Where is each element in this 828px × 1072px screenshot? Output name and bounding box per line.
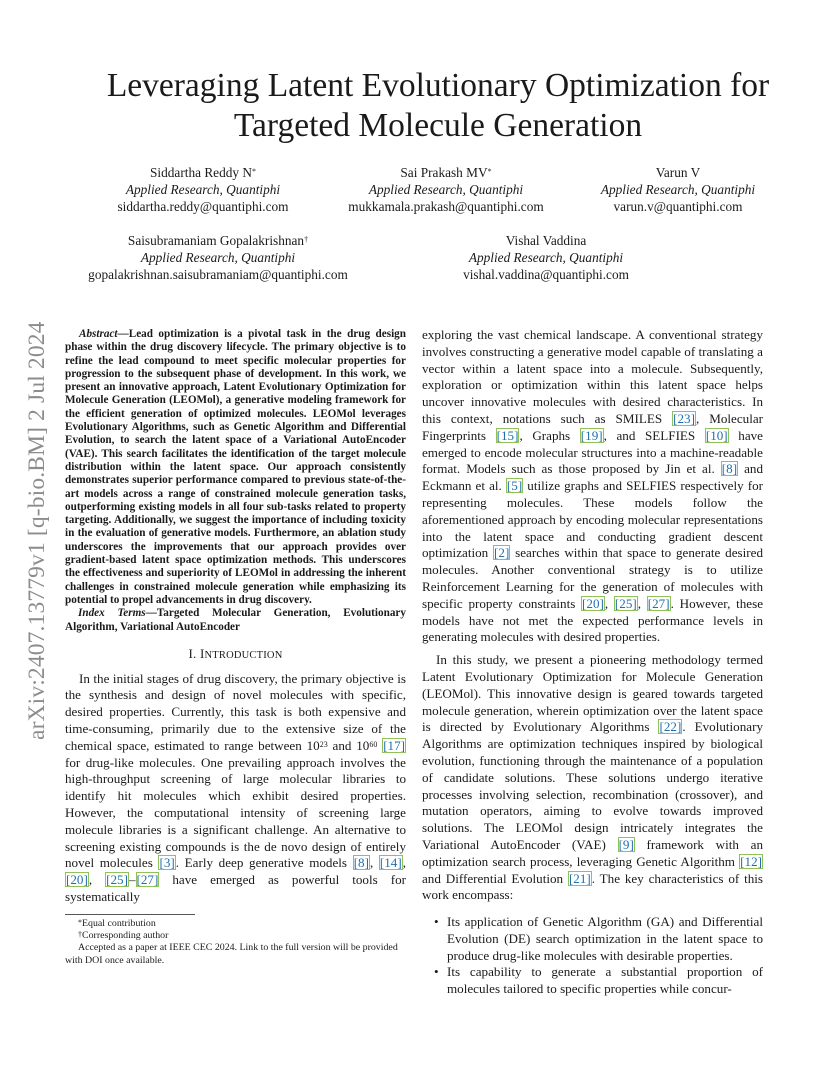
index-terms-text: —Targeted Molecular Generation, Evolutionary Algorithm, Variational AutoEncoder xyxy=(65,607,406,633)
citation-link[interactable]: [8] xyxy=(353,855,369,871)
author-block-5 xyxy=(396,232,696,283)
author-name: Saisubramaniam Gopalakrishnan xyxy=(127,233,305,248)
title-line-2: Targeted Molecule Generation xyxy=(233,107,643,144)
citation-link[interactable]: [17] xyxy=(383,737,406,753)
citation-link[interactable]: [20] xyxy=(66,872,88,888)
paper-title xyxy=(60,66,816,146)
right-column xyxy=(422,327,763,998)
section-title: INTRODUCTION xyxy=(199,645,283,661)
footnote-rule xyxy=(65,914,195,915)
right-paragraph-1: exploring the vast chemical landscape. A conventional strategy involves constructing a generative model capable of translating a vector within a latent space into a molecule. Subsequently, exploration or optimization within this latent space helps uncover innovative molecules with desired characteristics. In this context, notations such as SMILES [23], Molecular Fingerprints [15], Graphs [19], and SELFIES [10] have emerged to encode molecular structures into a machine-readable format. Models such as those proposed by Jin et al. [8] and Eckmann et al. [5] utilize graphs and SELFIES respectively for representing molecules. These models follow the aforementioned approach by encoding molecular representations into the latent space and conducting gradient descent optimization [2] searches within that space to generate desired molecules. Another conventional strategy is to utilize Reinforcement Learning for the generation of molecules with specific property constraints [20], [25], [27]. However, these models have not met the expected performance levels in generating molecules with desired properties. xyxy=(422,327,764,645)
footnote-corresponding: †Corresponding author xyxy=(78,930,169,942)
index-terms xyxy=(65,607,406,634)
author-mark: * xyxy=(487,167,492,176)
citation-link[interactable]: [2] xyxy=(494,545,510,561)
citation-link[interactable]: [10] xyxy=(705,427,728,443)
citation-link[interactable]: [27] xyxy=(136,872,159,888)
citation-link[interactable]: [9] xyxy=(618,836,634,852)
citation-link[interactable]: [14] xyxy=(379,855,402,871)
left-column xyxy=(65,328,406,906)
author-name: Varun V xyxy=(655,165,701,180)
citation-link[interactable]: [23] xyxy=(673,410,695,426)
author-email[interactable]: vishal.vaddina@quantiphi.com xyxy=(463,267,629,282)
author-mark: † xyxy=(304,235,309,244)
author-affiliation: Applied Research, Quantiphi xyxy=(140,250,296,265)
author-block-3 xyxy=(528,164,828,215)
author-affiliation: Applied Research, Quantiphi xyxy=(368,182,524,197)
section-number: I. xyxy=(188,645,197,661)
abstract-text: —Lead optimization is a pivotal task in the drug design phase within the drug discovery lifecycle. The primary objective is to refine the lead compound to meet specific molecular properties for progression to the subsequent phase of development. In this work, we present an innovative approach, Latent Evolutionary Optimization for Molecule Generation (LEOMol), a generative modeling framework for the efficient generation of optimized molecules. LEOMol leverages Evolutionary Algorithms, such as Genetic Algorithm and Differential Evolution, to search the latent space of a Variational AutoEncoder (VAE). This search facilitates the identification of the target molecule distribution within the latent space. Our approach consistently demonstrates superior performance compared to previous state-of-the-art models across a range of constrained molecule generation tasks, outperforming existing models in all four sub-tasks related to property targeting. Additionally, we suggest the importance of including toxicity in the evaluation of generative models. Furthermore, an ablation study underscores the improvements that our approach provides over gradient-based latent space optimization methods. This underscores the effectiveness and superiority of LEOMol in addressing the inherent challenges in constrained molecule generation while emphasizing its potential to propel advancements in drug discovery. xyxy=(65,328,406,606)
list-item: • Its capability to generate a substantial proportion of molecules tailored to specific properties while concur- xyxy=(422,964,763,998)
author-name: Vishal Vaddina xyxy=(505,233,587,248)
footnote-accepted: Accepted as a paper at IEEE CEC 2024. Link to the full version will be provided with DOI once available. xyxy=(65,942,398,966)
footnote-equal: *Equal contribution xyxy=(78,918,156,929)
contribution-list xyxy=(422,914,763,998)
author-email[interactable]: mukkamala.prakash@quantiphi.com xyxy=(348,199,544,214)
author-email[interactable]: siddartha.reddy@quantiphi.com xyxy=(117,199,289,214)
author-email[interactable]: varun.v@quantiphi.com xyxy=(613,199,743,214)
citation-link[interactable]: [27] xyxy=(647,595,670,611)
abstract-label: Abstract xyxy=(79,328,118,340)
author-name: Sai Prakash MV xyxy=(400,165,488,180)
citation-link[interactable]: [20] xyxy=(582,595,604,611)
citation-link[interactable]: [22] xyxy=(659,719,682,735)
author-email[interactable]: gopalakrishnan.saisubramaniam@quantiphi.com xyxy=(88,267,348,282)
citation-link[interactable]: [21] xyxy=(568,870,591,886)
footnotes xyxy=(65,914,406,967)
intro-paragraph-1: In the initial stages of drug discovery, the primary objective is the synthesis and design of novel molecules with specific, desired properties. Currently, this task is both expensive and time-consuming, primarily due to the extensive size of the chemical space, estimated to range between $10^{23}$ and $10^{60}$ [17] for drug-like molecules. One prevailing approach involves the high-throughput screening of large molecular libraries to identify hit molecules which exhibit desired properties. However, the computational intensity of screening large molecule libraries is a significant challenge. An alternative to screening existing compounds is the de novo design of entirely novel molecules [3]. Early deep generative models [8], [14], [20], [25]–[27] have emerged as powerful tools for systematically xyxy=(65,670,406,904)
citation-link[interactable]: [19] xyxy=(580,427,603,443)
list-item: • Its application of Genetic Algorithm (GA) and Differential Evolution (DE) search optimization in the latent space to produce drug-like molecules with desirable properties. xyxy=(422,914,763,964)
citation-link[interactable]: [12] xyxy=(740,853,762,869)
author-block-4 xyxy=(48,232,388,283)
abstract xyxy=(65,328,406,607)
author-mark: * xyxy=(251,167,256,176)
citation-link[interactable]: [5] xyxy=(506,478,523,494)
author-name: Siddartha Reddy N xyxy=(150,165,252,180)
citation-link[interactable]: [3] xyxy=(159,855,175,871)
citation-link[interactable]: [25] xyxy=(614,595,637,611)
author-affiliation: Applied Research, Quantiphi xyxy=(125,182,281,197)
arxiv-identifier: arXiv:2407.13779v1 [q-bio.BM] 2 Jul 2024 xyxy=(24,321,50,741)
right-paragraph-2: In this study, we present a pioneering methodology termed Latent Evolutionary Optimization for Molecule Generation (LEOMol). This innovative design is geared towards targeted molecule generation, wherein optimization over the latent space is directed by Evolutionary Algorithms [22]. Evolutionary Algorithms are optimization techniques inspired by biological evolution, functioning through the maintenance of a population of candidate solutions. These solutions undergo iterative processes involving selection, recombination (crossover), and mutation operators, aiming to evolve towards improved solutions. The LEOMol design intricately integrates the Variational AutoEncoder (VAE) [9] framework with an optimization search process, leveraging Genetic Algorithm [12] and Differential Evolution [21]. The key characteristics of this work encompass: xyxy=(422,652,763,903)
citation-link[interactable]: [25] xyxy=(106,872,128,888)
index-terms-label: Index Terms xyxy=(78,607,146,620)
section-heading-introduction xyxy=(65,646,406,665)
citation-link[interactable]: [15] xyxy=(496,427,519,443)
title-line-1: Leveraging Latent Evolutionary Optimization for xyxy=(106,67,770,104)
author-affiliation: Applied Research, Quantiphi xyxy=(468,250,624,265)
author-affiliation: Applied Research, Quantiphi xyxy=(600,182,756,197)
citation-link[interactable]: [8] xyxy=(721,461,738,477)
